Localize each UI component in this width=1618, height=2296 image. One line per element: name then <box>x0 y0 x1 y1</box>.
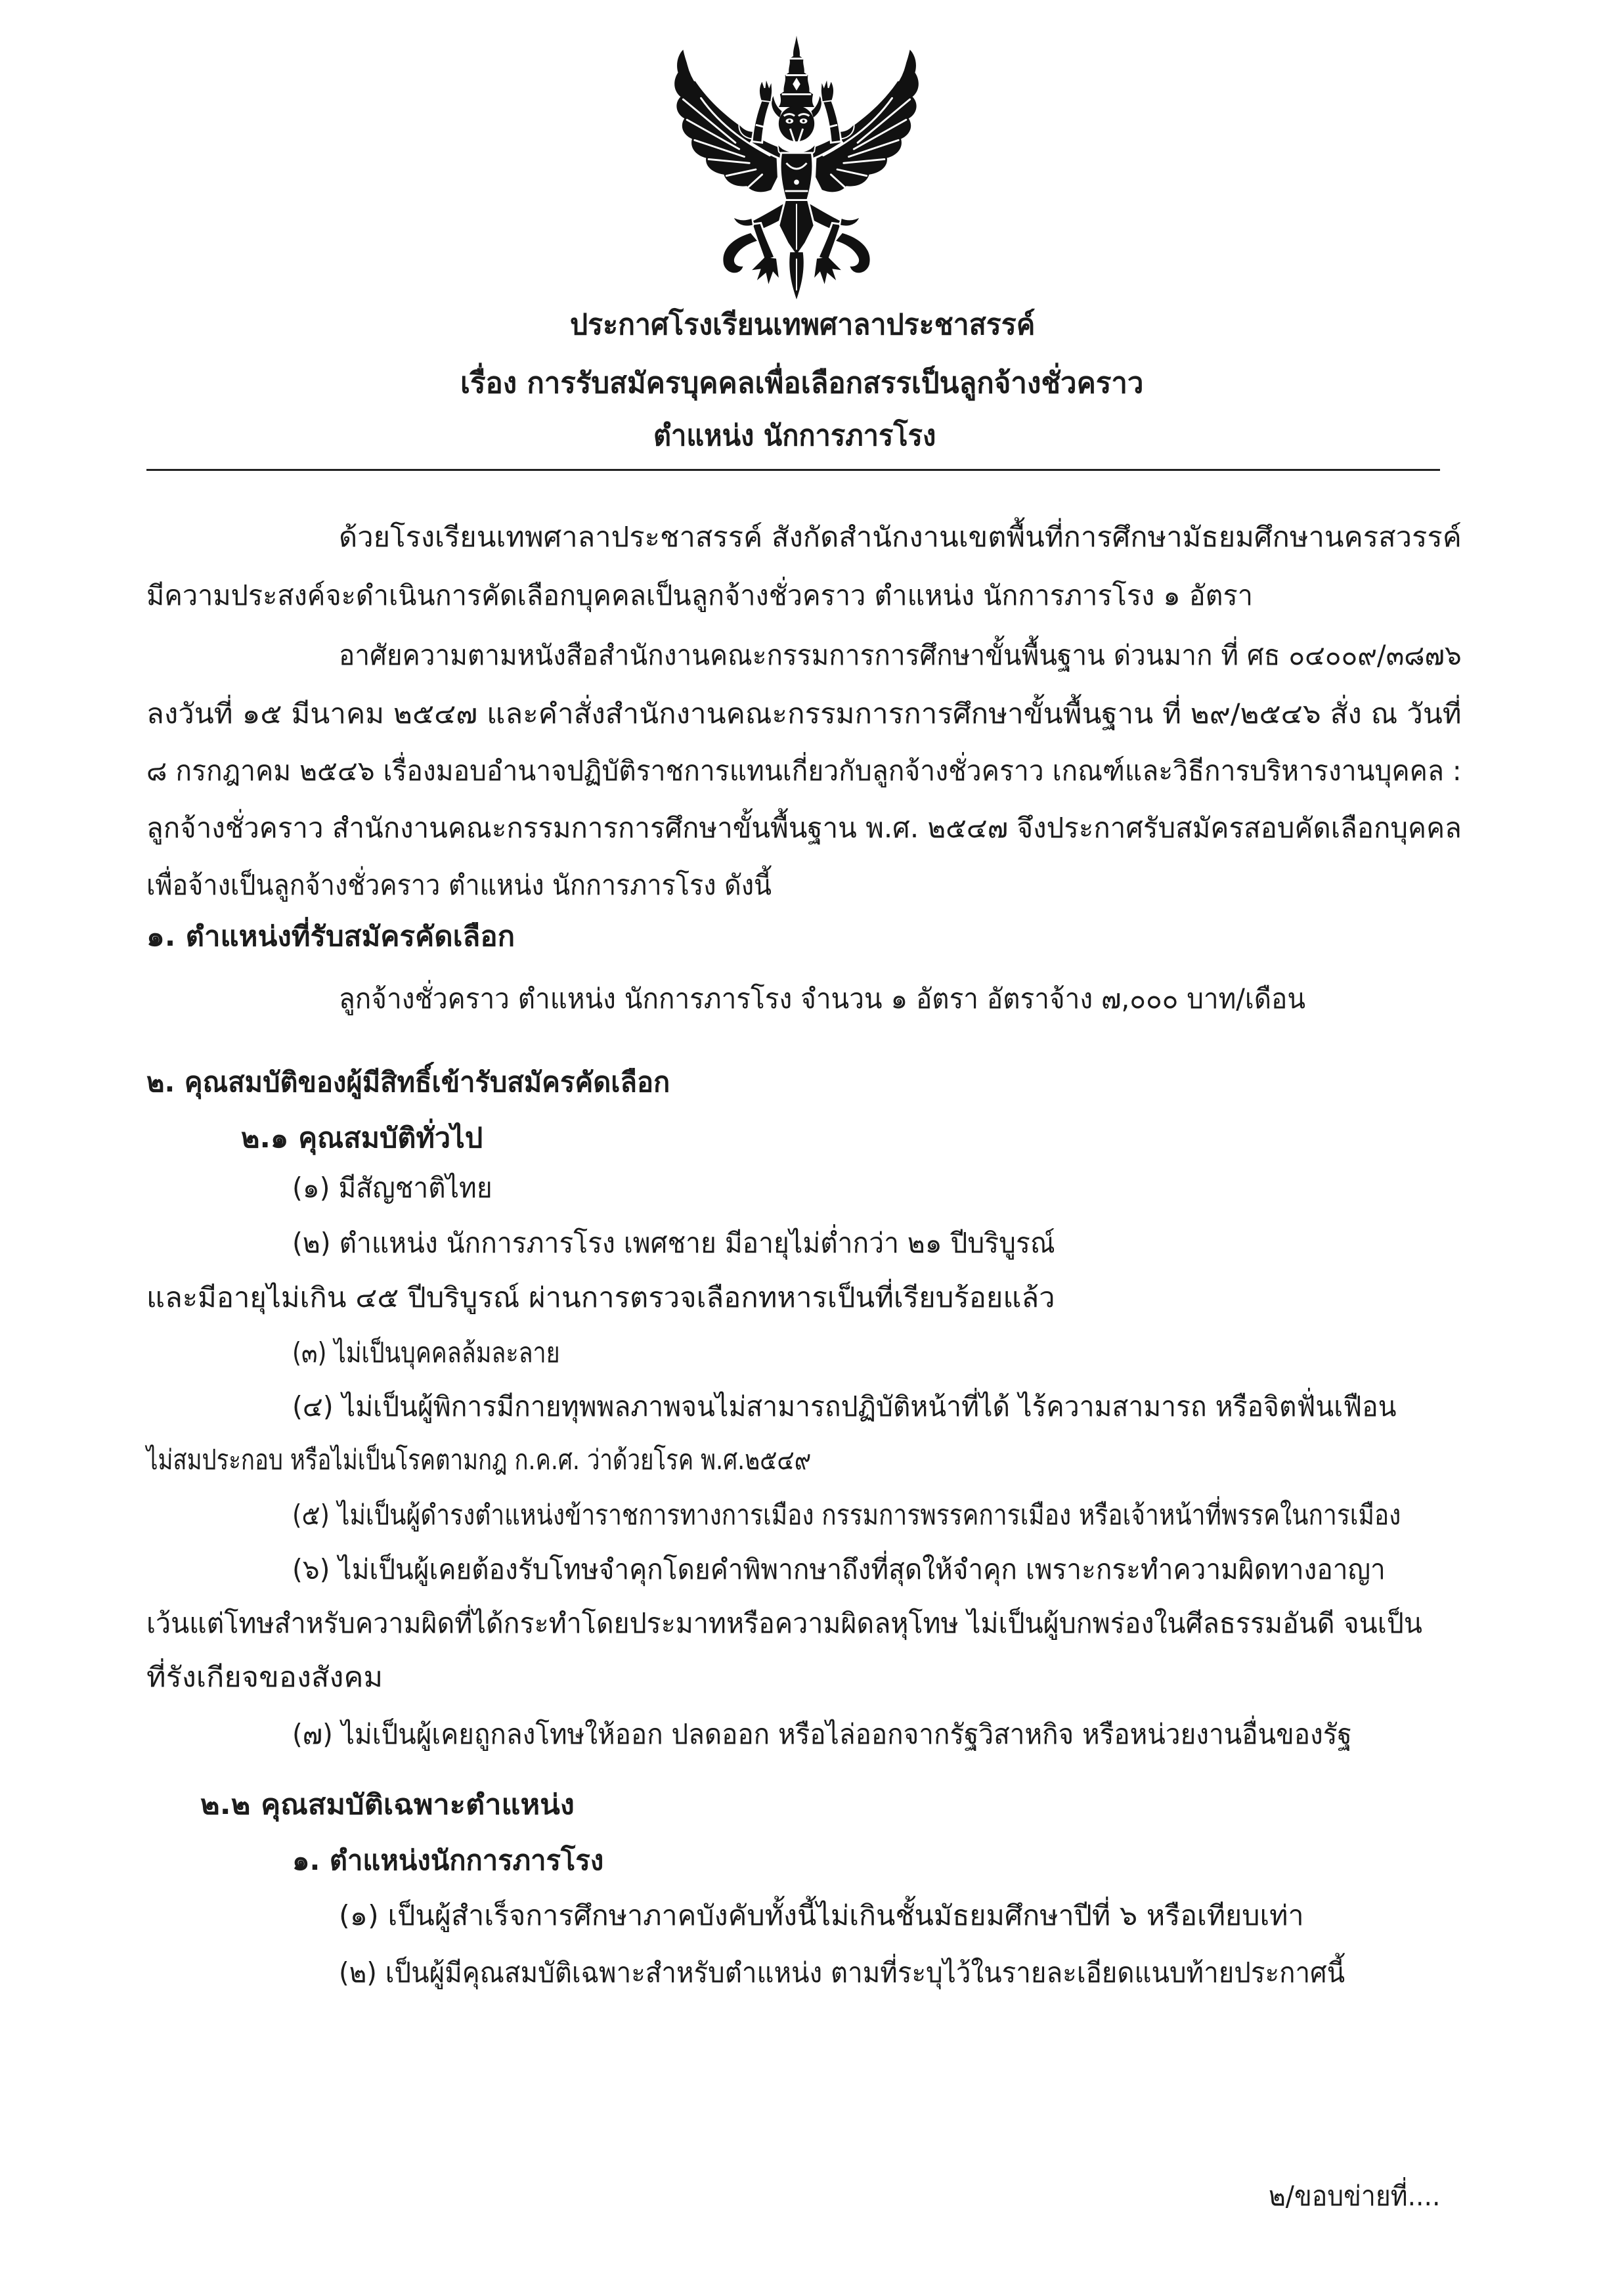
qualification-item: (๓) ไม่เป็นบุคคลล้มละลาย <box>292 1336 560 1369</box>
section-1-heading: ๑. ตำแหน่งที่รับสมัครคัดเลือก <box>146 920 515 952</box>
body-line: ๘ กรกฎาคม ๒๕๔๖ เรื่องมอบอำนาจปฏิบัติราชการแทนเกี่ยวกับลูกจ้างชั่วคราว เกณฑ์และวิธีการบริหารงานบุคคล : <box>146 755 1462 787</box>
qualification-item-continued: เว้นแต่โทษสำหรับความผิดที่ได้กระทำโดยประมาทหรือความผิดลหุโทษ ไม่เป็นผู้บกพร่องในศีลธรรมอันดี จนเป็น <box>146 1607 1422 1639</box>
qualification-item-continued: และมีอายุไม่เกิน ๔๕ ปีบริบูรณ์ ผ่านการตรวจเลือกทหารเป็นที่เรียบร้อยแล้ว <box>146 1281 1055 1314</box>
announcement-title: ประกาศโรงเรียนเทพศาลาประชาสรรค์ <box>570 308 1036 342</box>
body-line: ลูกจ้างชั่วคราว สำนักงานคณะกรรมการการศึกษาขั้นพื้นฐาน พ.ศ. ๒๕๔๗ จึงประกาศรับสมัครสอบคัดเลือกบุคคล <box>146 812 1462 844</box>
general-qualifications-heading: ๒.๑ คุณสมบัติทั่วไป <box>241 1122 483 1154</box>
body-line: ลงวันที่ ๑๕ มีนาคม ๒๕๔๗ และคำสั่งสำนักงานคณะกรรมการการศึกษาขั้นพื้นฐาน ที่ ๒๙/๒๕๔๖ สั่ง ณ วันที่ <box>146 697 1462 730</box>
header-divider <box>146 469 1440 471</box>
garuda-icon <box>669 35 924 303</box>
qualification-item-continued: ที่รังเกียจของสังคม <box>146 1661 383 1693</box>
qualification-item: (๗) ไม่เป็นผู้เคยถูกลงโทษให้ออก ปลดออก หรือไล่ออกจากรัฐวิสาหกิจ หรือหน่วยงานอื่นของรัฐ <box>292 1718 1352 1750</box>
qualification-item: (๒) ตำแหน่ง นักการภารโรง เพศชาย มีอายุไม่ต่ำกว่า ๒๑ ปีบริบูรณ์ <box>292 1227 1055 1259</box>
specific-qualification-item: (๑) เป็นผู้สำเร็จการศึกษาภาคบังคับทั้งนี้ไม่เกินชั้นมัธยมศึกษาปีที่ ๖ หรือเทียบเท่า <box>339 1899 1304 1932</box>
qualification-item: (๔) ไม่เป็นผู้พิการมีกายทุพพลภาพจนไม่สามารถปฏิบัติหน้าที่ได้ ไร้ความสามารถ หรือจิตฟั่นเฟือน <box>292 1390 1397 1423</box>
qualification-item-continued: ไม่สมประกอบ หรือไม่เป็นโรคตามกฎ ก.ค.ศ. ว่าด้วยโรค พ.ศ.๒๕๔๙ <box>146 1444 812 1476</box>
specific-qualification-item: (๒) เป็นผู้มีคุณสมบัติเฉพาะสำหรับตำแหน่ง ตามที่ระบุไว้ในรายละเอียดแนบท้ายประกาศนี้ <box>339 1956 1345 1989</box>
body-line: เพื่อจ้างเป็นลูกจ้างชั่วคราว ตำแหน่ง นักการภารโรง ดังนี้ <box>146 869 772 901</box>
announcement-position: ตำแหน่ง นักการภารโรง <box>653 419 936 453</box>
qualification-item: (๖) ไม่เป็นผู้เคยต้องรับโทษจำคุกโดยคำพิพากษาถึงที่สุดให้จำคุก เพราะกระทำความผิดทางอาญา <box>292 1553 1386 1585</box>
section-2-heading: ๒. คุณสมบัติของผู้มีสิทธิ์เข้ารับสมัครคัดเลือก <box>146 1066 670 1098</box>
body-line: อาศัยความตามหนังสือสำนักงานคณะกรรมการการศึกษาขั้นพื้นฐาน ด่วนมาก ที่ ศธ ๐๔๐๐๙/๓๘๗๖ <box>339 639 1462 671</box>
section-1-text: ลูกจ้างชั่วคราว ตำแหน่ง นักการภารโรง จำนวน ๑ อัตรา อัตราจ้าง ๗,๐๐๐ บาท/เดือน <box>339 982 1305 1015</box>
continued-next-page: ๒/ขอบข่ายที่.... <box>1269 2180 1441 2212</box>
qualification-item: (๑) มีสัญชาติไทย <box>292 1172 492 1204</box>
qualification-item: (๕) ไม่เป็นผู้ดำรงตำแหน่งข้าราชการทางการเมือง กรรมการพรรคการเมือง หรือเจ้าหน้าที่พรรคในการเมือง <box>292 1499 1401 1531</box>
garuda-emblem <box>669 35 924 303</box>
announcement-subject: เรื่อง การรับสมัครบุคคลเพื่อเลือกสรรเป็นลูกจ้างชั่วคราว <box>460 366 1144 400</box>
body-line: มีความประสงค์จะดำเนินการคัดเลือกบุคคลเป็นลูกจ้างชั่วคราว ตำแหน่ง นักการภารโรง ๑ อัตรา <box>146 579 1253 611</box>
specific-qualifications-heading: ๒.๒ คุณสมบัติเฉพาะตำแหน่ง <box>200 1788 575 1821</box>
specific-position-heading: ๑. ตำแหน่งนักการภารโรง <box>292 1844 604 1876</box>
body-line: ด้วยโรงเรียนเทพศาลาประชาสรรค์ สังกัดสำนักงานเขตพื้นที่การศึกษามัธยมศึกษานครสวรรค์ <box>339 521 1462 553</box>
